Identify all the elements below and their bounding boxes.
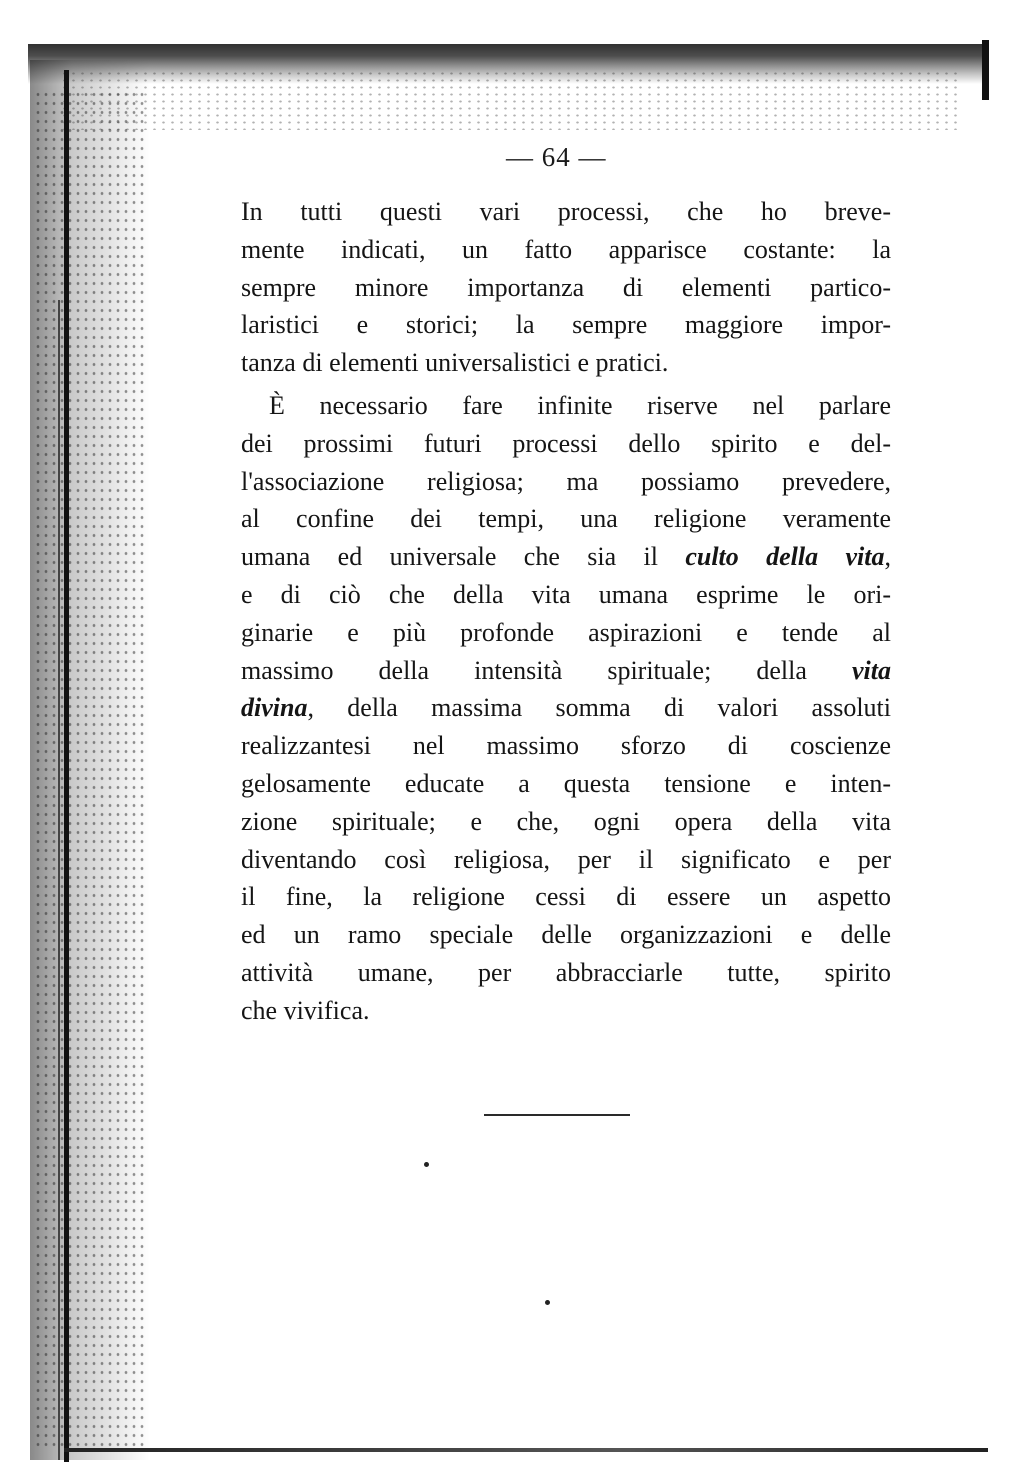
text-segment: e di ciò che della vita umana esprime le ori- [241,579,891,609]
text-segment: diventando così religiosa, per il significato e per [241,844,891,874]
text-line [241,803,891,841]
text-segment: zione spirituale; e che, ogni opera della vita [241,806,891,836]
text-line [241,689,891,727]
text-line: tanza di elementi universalistici e pratici. [241,348,669,378]
scan-right-edge [982,40,989,100]
italic-phrase: culto della vita [685,542,885,572]
text-line: In tutti questi vari processi, che ho breve- [241,197,891,226]
text-segment: , [884,542,891,572]
text-line [241,425,891,463]
text-line [241,500,891,538]
ink-speck [545,1300,550,1305]
italic-phrase: divina [241,693,308,723]
text-line [241,387,891,425]
text-line [241,538,891,576]
text-line [241,954,891,992]
text-segment: È necessario fare infinite riserve nel parlare [269,390,891,420]
text-segment: il fine, la religione cessi di essere un aspetto [241,882,891,912]
text-line [241,841,891,879]
body-text [241,193,891,1030]
text-line: mente indicati, un fatto apparisce costante: la [241,234,891,264]
ink-speck [424,1162,429,1167]
text-segment: gelosamente educate a questa tensione e inten- [241,768,891,798]
text-line [241,727,891,765]
text-line [241,992,891,1030]
text-line [241,765,891,803]
text-line [241,463,891,501]
text-line: sempre minore importanza di elementi partico- [241,272,891,302]
text-line [241,878,891,916]
text-line: laristici e storici; la sempre maggiore impor- [241,310,891,340]
text-segment: che vivifica. [241,995,370,1025]
text-line [241,614,891,652]
text-segment: dei prossimi futuri processi dello spirito e del- [241,428,891,458]
text-line [241,652,891,690]
text-segment: ginarie e più profonde aspirazioni e tende al [241,617,891,647]
section-end-rule [484,1114,630,1116]
scan-left-edge [64,70,69,1462]
text-segment: massimo della intensità spirituale; della [241,655,852,685]
text-segment: al confine dei tempi, una religione veramente [241,504,891,534]
text-segment: realizzantesi nel massimo sforzo di coscienze [241,731,891,761]
page-number: — 64 — [506,142,607,172]
text-line [241,576,891,614]
scan-gutter-noise [34,90,144,1450]
italic-phrase: vita [852,655,891,685]
text-segment: l'associazione religiosa; ma possiamo prevedere, [241,466,891,496]
text-segment: , della massima somma di valori assoluti [307,693,891,723]
text-line [241,916,891,954]
text-segment: ed un ramo speciale delle organizzazioni e delle [241,920,891,950]
scan-left-edge-inner [58,300,60,1460]
text-segment: umana ed universale che sia il [241,542,686,572]
scan-bottom-edge [64,1448,988,1452]
scan-top-noise [60,70,960,130]
text-segment: attività umane, per abbracciarle tutte, spirito [241,957,891,987]
